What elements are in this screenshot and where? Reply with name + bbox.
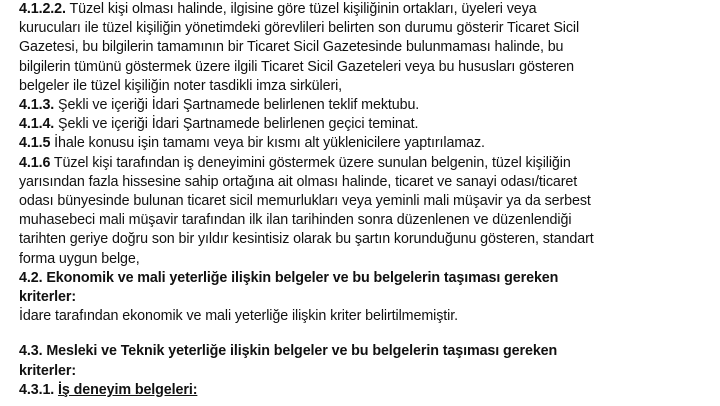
section-number: 4.1.2.2. <box>19 1 66 17</box>
text-line: Gazetesi, bu bilgilerin tamamının bir Ticaret Sicil Gazetesinde bulunmaması halinde, bu <box>19 39 564 56</box>
text-span: İhale konusu işin tamamı veya bir kısmı alt yüklenicilere yaptırılamaz. <box>50 135 485 152</box>
heading-text: İş deneyim belgeleri: <box>58 381 198 398</box>
text-line: tarihten geriye doğru son bir yıldır kesintisiz olarak bu şartın korunduğunu gösteren, standart <box>19 231 594 248</box>
section-number: 4.1.4. <box>19 116 55 133</box>
paragraph-4-1-2-2 <box>19 0 708 96</box>
section-number: 4.1.5 <box>19 135 51 152</box>
text-line: muhasebeci mali müşavir tarafından ilk ilan tarihinden sonra düzenlenen ve düzenlendiği <box>19 212 572 229</box>
text-line <box>19 154 708 173</box>
section-number: 4.1.6 <box>19 154 51 171</box>
paragraph-4-1-4 <box>19 115 708 134</box>
text-line: kurucuları ile tüzel kişiliğin yönetimdeki görevlileri belirten son durumu gösterir Ticaret Sicil <box>19 20 580 37</box>
text-line: odası bünyesinde bulunan ticaret sicil memurlukları veya yeminli mali müşavir ya da serbest <box>19 193 591 210</box>
paragraph-4-1-5 <box>19 134 708 153</box>
text-line: yarısından fazla hissesine sahip ortağına ait olması halinde, ticaret ve sanayi odası/ticaret <box>19 173 578 190</box>
section-number: 4.3.1. <box>19 381 55 398</box>
section-number: 4.1.3. <box>19 97 55 114</box>
paragraph-4-1-3 <box>19 96 708 115</box>
heading-4-3 <box>19 342 708 380</box>
text-line: bilgilerin tümünü göstermek üzere ilgili Ticaret Sicil Gazeteleri veya bu hususları gösteren <box>19 58 574 75</box>
text-span: Şekli ve içeriği İdari Şartnamede belirlenen geçici teminat. <box>54 116 419 133</box>
heading-4-2 <box>19 269 708 307</box>
text-line <box>19 0 708 19</box>
text-span: Tüzel kişi olması halinde, ilgisine göre tüzel kişiliğinin ortakları, üyeleri veya <box>65 1 537 17</box>
text-span: Tüzel kişi tarafından iş deneyimini göstermek üzere sunulan belgenin, tüzel kişiliğin <box>50 154 571 171</box>
heading-line: kriterler: <box>19 362 77 379</box>
text-line: forma uygun belge, <box>19 250 140 267</box>
heading-line: 4.3. Mesleki ve Teknik yeterliğe ilişkin belgeler ve bu belgelerin taşıması gereken <box>19 343 558 360</box>
paragraph-4-2-body: İdare tarafından ekonomik ve mali yeterliğe ilişkin kriter belirtilmemiştir. <box>19 308 458 325</box>
heading-4-3-1 <box>19 381 708 400</box>
heading-line: 4.2. Ekonomik ve mali yeterliğe ilişkin belgeler ve bu belgelerin taşıması gereken <box>19 269 559 286</box>
paragraph-4-1-6 <box>19 154 708 269</box>
text-span: Şekli ve içeriği İdari Şartnamede belirlenen teklif mektubu. <box>54 97 420 114</box>
heading-line: kriterler: <box>19 289 77 306</box>
text-line: belgeler ile tüzel kişiliğin noter tasdikli imza sirküleri, <box>19 77 343 94</box>
paragraph-gap <box>19 326 708 342</box>
